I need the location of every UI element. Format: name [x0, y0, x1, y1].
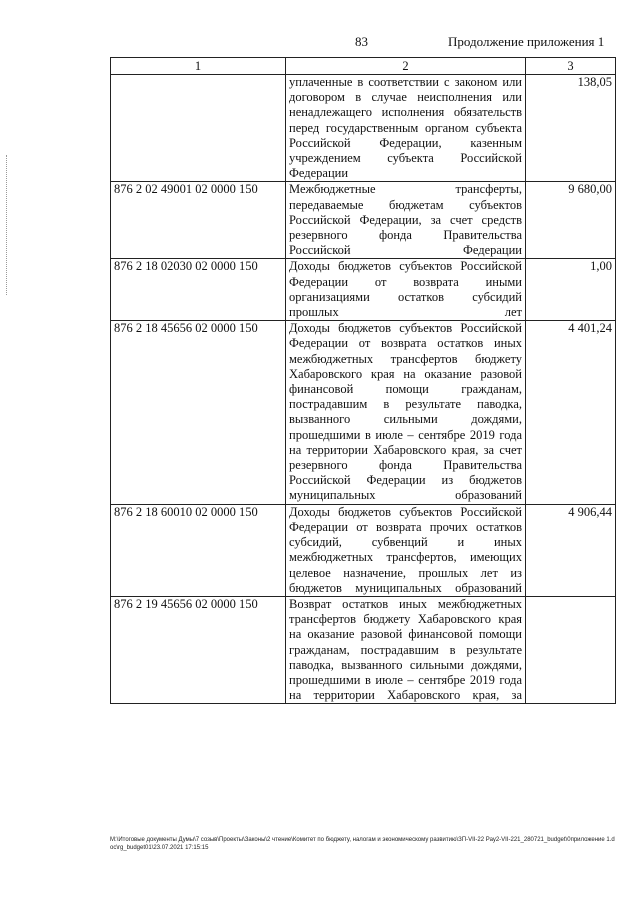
column-header-1: 1 — [111, 58, 286, 75]
budget-code: 876 2 18 45656 02 0000 150 — [111, 321, 286, 504]
income-description: Доходы бюджетов субъектов Российской Федерации от возврата остатков иных межбюджетных трансфертов бюджету Хабаровского края на оказание разовой финансовой помощи гражданам, пострадавшим в результате паводка, вызванного сильными дождями, прошедшими в июле – сентябре 2019 года на территории Хабаровского края, за счет резервного фонда Правительства Российской Федерации из бюджетов муниципальных образований — [286, 321, 526, 504]
income-description: Межбюджетные трансферты, передаваемые бюджетам субъектов Российской Федерации, за счет средств резервного фонда Правительства Российской Федерации — [286, 182, 526, 259]
amount — [526, 596, 616, 703]
column-header-2: 2 — [286, 58, 526, 75]
amount: 138,05 — [526, 75, 616, 182]
column-header-3: 3 — [526, 58, 616, 75]
amount: 1,00 — [526, 259, 616, 321]
amount: 4 401,24 — [526, 321, 616, 504]
income-description: Возврат остатков иных межбюджетных трансфертов бюджету Хабаровского края на оказание разовой финансовой помощи гражданам, пострадавшим в результате паводка, вызванного сильными дождями, прошедшими в июле – сентябре 2019 года на территории Хабаровского края, за — [286, 596, 526, 703]
table-row — [111, 596, 616, 703]
page-number: 83 — [355, 34, 368, 49]
income-description: уплаченные в соответствии с законом или договором в случае неисполнения или ненадлежащего исполнения обязательств перед государственным органом субъекта Российской Федерации, казенным учреждением субъекта Российской Федерации — [286, 75, 526, 182]
file-path-footer: M:\Итоговые документы Думы\7 созыв\Проекты\Законы\2 чтение\Комитет по бюджету, налогам и экономическому развитию\ЗП-VII-22 Рау2-VII-221_280721_budget\0приложение 1.doc\rg_budget01\23.07.2021 17:15:15 — [110, 837, 615, 851]
table-row — [111, 75, 616, 182]
table-header-row — [111, 58, 616, 75]
budget-code: 876 2 19 45656 02 0000 150 — [111, 596, 286, 703]
budget-code: 876 2 18 02030 02 0000 150 — [111, 259, 286, 321]
amount: 4 906,44 — [526, 504, 616, 596]
income-description: Доходы бюджетов субъектов Российской Федерации от возврата прочих остатков субсидий, субвенций и иных межбюджетных трансфертов, имеющих целевое назначение, прошлых лет из бюджетов муниципальных образований — [286, 504, 526, 596]
table-row — [111, 321, 616, 504]
continuation-label: Продолжение приложения 1 — [448, 34, 605, 49]
table-row — [111, 182, 616, 259]
budget-code: 876 2 02 49001 02 0000 150 — [111, 182, 286, 259]
budget-code: 876 2 18 60010 02 0000 150 — [111, 504, 286, 596]
budget-code — [111, 75, 286, 182]
income-description: Доходы бюджетов субъектов Российской Федерации от возврата иными организациями остатков субсидий прошлых лет — [286, 259, 526, 321]
budget-table — [110, 57, 616, 704]
amount: 9 680,00 — [526, 182, 616, 259]
table-row — [111, 504, 616, 596]
margin-mark — [6, 155, 8, 295]
table-row — [111, 259, 616, 321]
